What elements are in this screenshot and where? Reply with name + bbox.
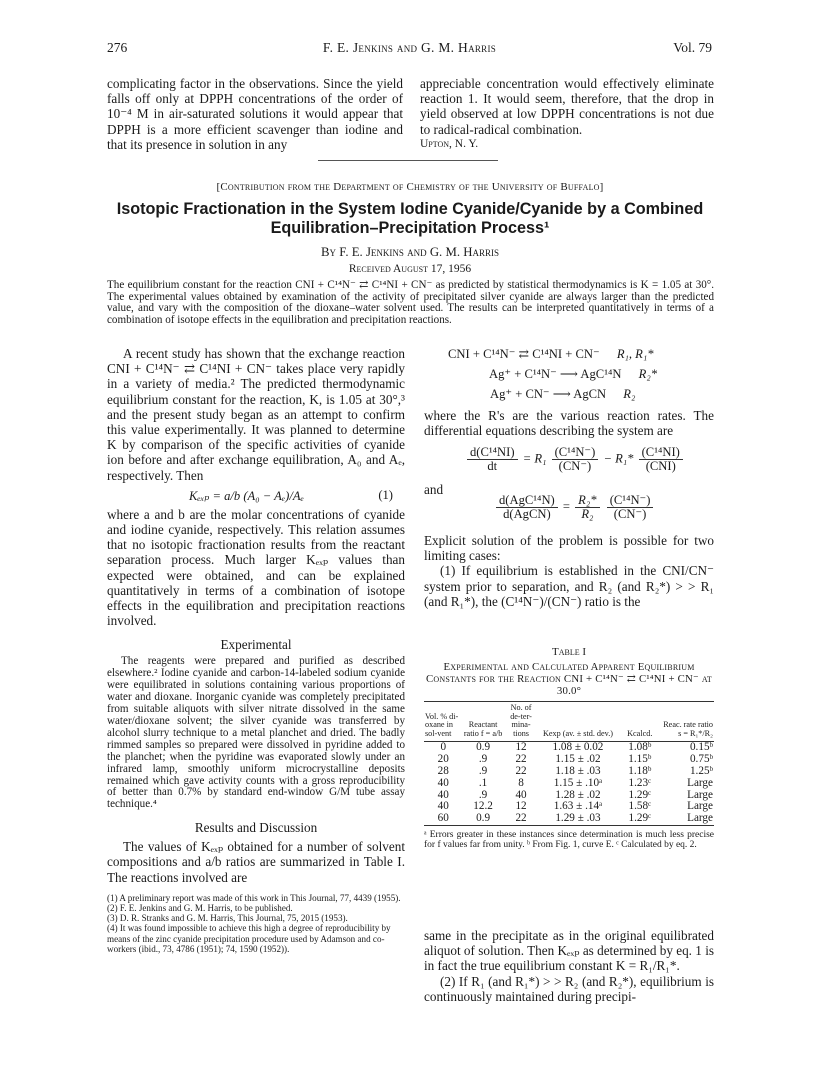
prev-article-left [107,76,403,152]
prev-article-right [420,76,714,152]
results-text: The values of Kₑₓₚ obtained for a number of solvent compositions and a/b ratios are summarized in Table I. The reactions involved are [107,839,405,885]
prev-article-left-text: complicating factor in the observations. Since the yield falls off only at DPPH concentrations of the order of 10⁻⁴ M in air-saturated solutions it would appear that DPPH is a more efficient scavenger than iodine and that its presence in solution in any [107,76,403,152]
explicit-text: Explicit solution of the problem is possible for two limiting cases: [424,533,714,564]
footnote: (2) F. E. Jenkins and G. M. Harris, to be published. [107,903,293,914]
table-cell: 0.75ᵇ [689,753,713,766]
table-cell: 20 [437,753,449,766]
reaction-3-rate: R₂ [623,387,636,401]
fraction-numerator: (C¹⁴N⁻) [607,494,654,508]
left-column [107,346,405,954]
case-1-text: (1) If equilibrium is established in the CNI/CN⁻ system prior to separation, and R₂ (and R₂*) > > R₁ (and R₁*), the (C¹⁴N⁻)/(CN⁻) ratio is the [424,563,714,609]
fraction-numerator: d(C¹⁴NI) [467,446,518,460]
received-date: Received August 17, 1956 [348,263,472,275]
fraction [467,446,518,473]
fraction [639,446,683,473]
page-number: 276 [107,40,128,55]
footnote: (3) D. R. Stranks and G. M. Harris, This Journal, 75, 2015 (1953). [107,913,348,924]
reaction-1 [448,346,654,362]
experimental-text: The reagents were prepared and purified as described elsewhere.² Iodine cyanide and carbon-14-labeled sodium cyanide were equilibrated in solutions containing various proportions of water and dioxane. Inorganic cyanide was completely precipitated from suitable aliquots with silver nitrate dissolved in the same water/dioxane solvent; the silver cyanide was transferred by alcohol slurry technique to a metal planchet and dried. The badly rimmed samples so prepared were dissolved in pyridine added to the planchet; when the pyridine was evaporated slowly under an infrared lamp, smoothly uniform microcrystalline deposits remained which gave activity counts with a gross reproducibility of better than 0.7% by standard end-window G/M tube assay technique.⁴ [107,655,405,811]
and-label [424,482,443,497]
reaction-2 [489,366,657,382]
table-cell: .1 [478,776,488,789]
column-header: Kexp (av. ± std. dev.) [542,728,613,738]
column-header: Kcalcd. [627,728,653,738]
reaction-3 [490,386,635,402]
right-text-2 [424,533,714,609]
fraction-denominator: dt [487,459,498,473]
table-cell: 1.29ᶜ [628,812,651,825]
footnote: (1) A preliminary report was made of this work in This Journal, 77, 4439 (1955). [107,892,401,903]
table-row [424,766,714,778]
table-cell: Large [687,776,713,789]
reaction-2-rate: R₂* [638,367,657,381]
table-cell: 12.2 [473,800,493,813]
fraction-denominator: (CNI) [645,459,676,473]
fraction-denominator: R₂ [581,507,594,521]
footnotes [107,893,405,954]
section-divider [318,160,498,161]
table-cell: 0.9 [476,741,491,754]
column-header: No. of de-ter-mina-tions [510,703,532,738]
table-cell: .9 [478,753,488,766]
table-cell: 22 [515,753,527,766]
table-cell: 40 [437,800,449,813]
table-cell: 60 [437,812,449,825]
table-cell: 22 [515,764,527,777]
table-cell: 12 [515,741,527,754]
table-cell: 1.18ᵇ [628,764,652,777]
equation-1-number: (1) [378,487,393,502]
table-cell: 1.25ᵇ [689,764,713,777]
fraction-numerator: (C¹⁴NI) [639,446,683,460]
table-cell: 8 [518,776,524,789]
equation-1 [107,485,405,507]
table-title: Experimental and Calculated Apparent Equilibrium Constants for the Reaction CNI + C¹⁴N⁻ ⇄ C¹⁴NI + CN⁻ at 30.0° [425,661,713,697]
table-notes: ᵃ Errors greater in these instances since determination is much less precise for f values far from unity. ᵇ From Fig. 1, curve E. ᶜ Calculated by eq. 2. [424,829,714,851]
fraction-denominator: d(AgCN) [503,507,551,521]
after-table-text: same in the precipitate as in the original equilibrated aliquot of solution. Then Kₑₓₚ as determined by eq. 1 is in fact the true equilibrium constant K = R₁/R₁*. [424,928,714,974]
intro-paragraph-2: where a and b are the molar concentrations of cyanide and iodine cyanide, respectively. This relation assumes that no isotopic fractionation results from the reactant separation process. Much larger Kₑₓₚ values than expected were obtained, and can be explained quantitatively in terms of a combination of isotope effects in the equilibration and precipitation reactions involved. [107,506,405,629]
fraction [575,494,599,521]
table-cell: 0.9 [476,812,491,825]
table-cell: 1.29ᶜ [628,788,651,801]
right-text-1 [424,408,714,438]
table-row [424,813,714,825]
table-header-row [424,702,714,742]
table-cell: 22 [515,812,527,825]
page-header [107,40,712,60]
table-cell: 0.15ᵇ [689,741,713,754]
fraction [496,494,558,521]
fraction [607,494,654,521]
table-row [424,778,714,790]
prev-article-location: Upton, N. Y. [420,137,479,150]
equation-1-body: Kₑₓₚ = a/b (A₀ − Aₑ)/Aₑ [189,488,304,503]
differential-eq-2 [494,494,655,521]
article-title-line2: Equilibration–Precipitation Process¹ [270,219,550,237]
table-cell: 1.08 ± 0.02 [552,741,604,754]
intro-paragraph: A recent study has shown that the exchange reaction CNI + C¹⁴N⁻ ⇄ C¹⁴NI + CN⁻ takes place very rapidly in a variety of media.² The predicted thermodynamic equilibrium constant for the reaction, K, is 1.05 at 30°,³ and the present study began as an attempt to confirm this value experimentally. It was planned to determine K by comparison of the specific activities of cyanide ion before and after exchange equilibration, A₀ and Aₑ, respectively. Then [107,346,405,483]
table-cell: 12 [515,800,527,813]
experimental-heading: Experimental [220,637,292,653]
fraction-denominator: (CN⁻) [558,459,592,473]
table-cell: 40 [437,776,449,789]
equation-term: = R₁ [522,451,547,466]
table-cell: 1.15 ± .10ᵃ [553,776,603,789]
table-cell: 1.63 ± .14ᵃ [553,800,603,813]
table-cell: 40 [437,788,449,801]
volume-label: Vol. 79 [673,40,712,55]
table-cell: 1.23ᶜ [628,776,651,789]
table-cell: .9 [478,764,488,777]
results-heading: Results and Discussion [194,820,318,836]
table-cell: 1.08ᵇ [628,741,652,754]
equation-term: − R₁* [603,451,634,466]
reaction-1-equation: CNI + C¹⁴N⁻ ⇄ C¹⁴NI + CN⁻ [448,347,600,361]
table-cell: 1.15 ± .02 [555,753,601,766]
byline: By F. E. Jenkins and G. M. Harris [321,245,499,259]
column-header: Vol. % di-oxane in sol-vent [425,711,459,738]
table-cell: Large [687,800,713,813]
fraction-numerator: R₂* [575,494,599,508]
table-cell: 1.18 ± .03 [555,764,601,777]
running-head: F. E. Jenkins and G. M. Harris [322,40,497,55]
article-title-line1: Isotopic Fractionation in the System Iodine Cyanide/Cyanide by a Combined [116,200,704,218]
data-table [424,701,714,826]
fraction-denominator: (CN⁻) [613,507,647,521]
right-text-3 [424,928,714,1004]
reaction-1-rates: R₁, R₁* [616,347,654,361]
reaction-2-equation: Ag⁺ + C¹⁴N⁻ ⟶ AgC¹⁴N [489,367,622,381]
contribution-line: [Contribution from the Department of Chemistry of the University of Buffalo] [216,181,604,193]
column-header: Reactant ratio f = a/b [463,720,503,738]
table-cell: .9 [478,788,488,801]
column-header: Reac. rate ratio s = R₁*/R₂ [663,720,713,738]
abstract: The equilibrium constant for the reaction CNI + C¹⁴N⁻ ⇄ C¹⁴NI + CN⁻ as predicted by statistical thermodynamics is K = 1.05 at 30°. The experimental values obtained by examination of the activity of precipitated silver cyanide are always larger than the predicted value, and vary with the composition of the dioxane–water solvent used. The results can be interpreted quantitatively in terms of a combination of isotope effects in the equilibration and precipitation reactions. [107,279,714,326]
table-cell: 0 [440,741,447,754]
table-cell: Large [687,812,713,825]
table-caption: Table I [551,646,587,658]
fraction-numerator: (C¹⁴N⁻) [552,446,599,460]
table-cell: 1.58ᶜ [628,800,651,813]
footnote: (4) It was found impossible to achieve this high a degree of reproducibility by means of the zinc cyanide precipitation procedure used by Adamson and co-workers (ibid., 73, 4786 (1951); 74, 1590 (1952)). [107,923,391,954]
reaction-3-equation: Ag⁺ + CN⁻ ⟶ AgCN [490,387,607,401]
and-text: and [424,482,444,497]
article-title [100,200,720,238]
table-cell: 1.29 ± .03 [555,812,601,825]
differential-eq-1 [465,446,685,473]
table-cell: 28 [437,764,449,777]
table-cell: Large [687,788,713,801]
fraction [552,446,599,473]
table-cell: 40 [515,788,527,801]
table-cell: 1.15ᵇ [628,753,652,766]
equation-term: = [562,499,571,514]
case-2-text: (2) If R₁ (and R₁*) > > R₂ (and R₂*), equilibrium is continuously maintained during precipi- [424,973,714,1004]
table-1 [424,646,714,851]
prev-article-right-text: appreciable concentration would effectively eliminate reaction 1. It would seem, therefore, that the drop in yield observed at low DPPH concentrations is not due to radical-radical combination. [420,76,714,137]
where-text: where the R's are the various reaction rates. The differential equations describing the system are [424,408,714,439]
fraction-numerator: d(AgC¹⁴N) [496,494,558,508]
table-cell: 1.28 ± .02 [555,788,601,801]
